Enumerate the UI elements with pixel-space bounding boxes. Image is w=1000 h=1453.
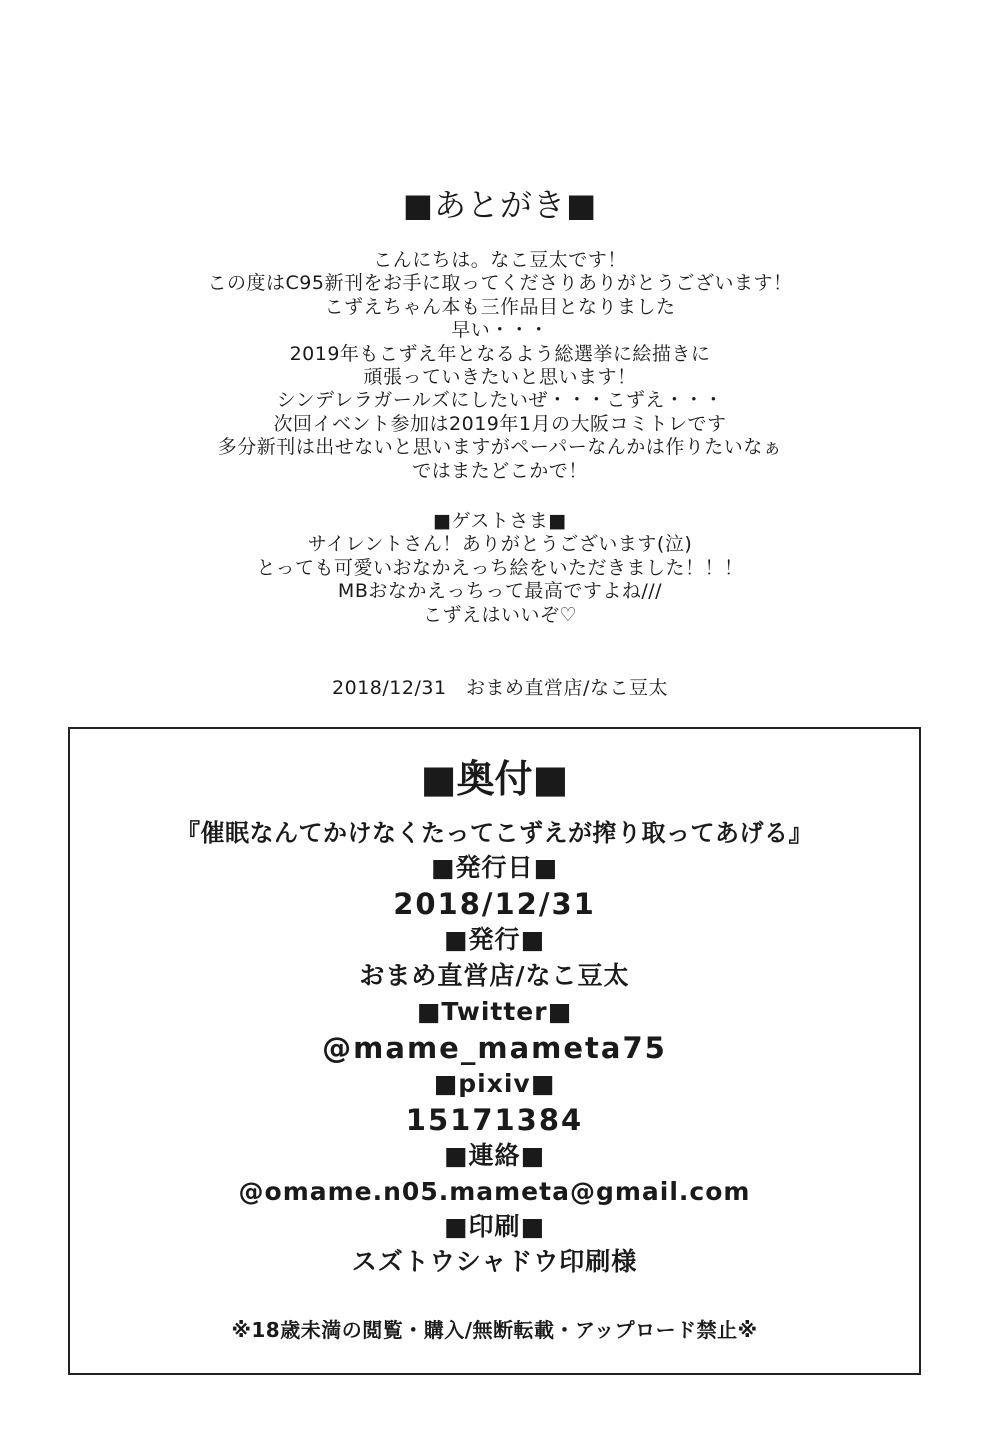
afterword-line: 次回イベント参加は2019年1月の大阪コミトレです xyxy=(273,412,727,435)
afterword-signature: 2018/12/31 おまめ直営店/なこ豆太 xyxy=(332,677,668,699)
printer-name: スズトウシャドウ印刷様 xyxy=(351,1247,638,1276)
guest-line: MBおなかえっちって最高ですよね/// xyxy=(337,580,663,603)
colophon-title: ■奥付■ xyxy=(420,757,569,801)
afterword-title: ■あとがき■ xyxy=(402,186,598,224)
colophon-box xyxy=(68,727,921,1375)
afterword-line: 2019年もこずえ年となるよう総選挙に絵描きに xyxy=(289,342,711,365)
publisher: おまめ直営店/なこ豆太 xyxy=(359,961,630,990)
afterword-line: シンデレラガールズにしたいぜ・・・こずえ・・・ xyxy=(276,389,724,412)
book-title: 『催眠なんてかけなくたってこずえが搾り取ってあげる』 xyxy=(176,819,813,847)
guest-section xyxy=(0,510,1000,627)
printer-heading: ■印刷■ xyxy=(443,1212,546,1241)
afterword-line: 頑張っていきたいと思います！ xyxy=(363,365,637,388)
twitter-handle: @mame_mameta75 xyxy=(322,1031,667,1065)
afterword-line: 多分新刊は出せないと思いますがペーパーなんかは作りたいなぁ xyxy=(217,436,783,459)
twitter-heading: ■Twitter■ xyxy=(416,997,573,1026)
pixiv-id: 15171384 xyxy=(405,1103,584,1137)
guest-line: サイレントさん！ありがとうございます(泣) xyxy=(307,533,693,556)
age-restriction-notice: ※18歳未満の閲覧・購入/無断転載・アップロード禁止※ xyxy=(231,1318,758,1342)
contact-email: @omame.n05.mameta@gmail.com xyxy=(238,1177,751,1206)
issue-date-heading: ■発行日■ xyxy=(430,853,559,882)
contact-heading: ■連絡■ xyxy=(443,1141,546,1170)
guest-heading: ■ゲストさま■ xyxy=(433,510,567,532)
issue-date: 2018/12/31 xyxy=(393,887,596,921)
publisher-heading: ■発行■ xyxy=(443,925,546,954)
afterword-line: ではまたどこかで！ xyxy=(412,459,588,482)
afterword-line: こずえちゃん本も三作品目となりました xyxy=(324,295,676,318)
afterword-line: この度はC95新刊をお手に取ってくださりありがとうございます！ xyxy=(207,272,793,295)
pixiv-heading: ■pixiv■ xyxy=(433,1069,556,1098)
afterword-line: 早い・・・ xyxy=(451,319,549,342)
guest-line: こずえはいいぞ♡ xyxy=(422,603,578,626)
guest-line: とっても可愛いおなかえっち絵をいただきました！！！ xyxy=(256,556,744,579)
afterword-line: こんにちは。なこ豆太です！ xyxy=(373,249,627,271)
afterword-message xyxy=(0,249,1000,483)
